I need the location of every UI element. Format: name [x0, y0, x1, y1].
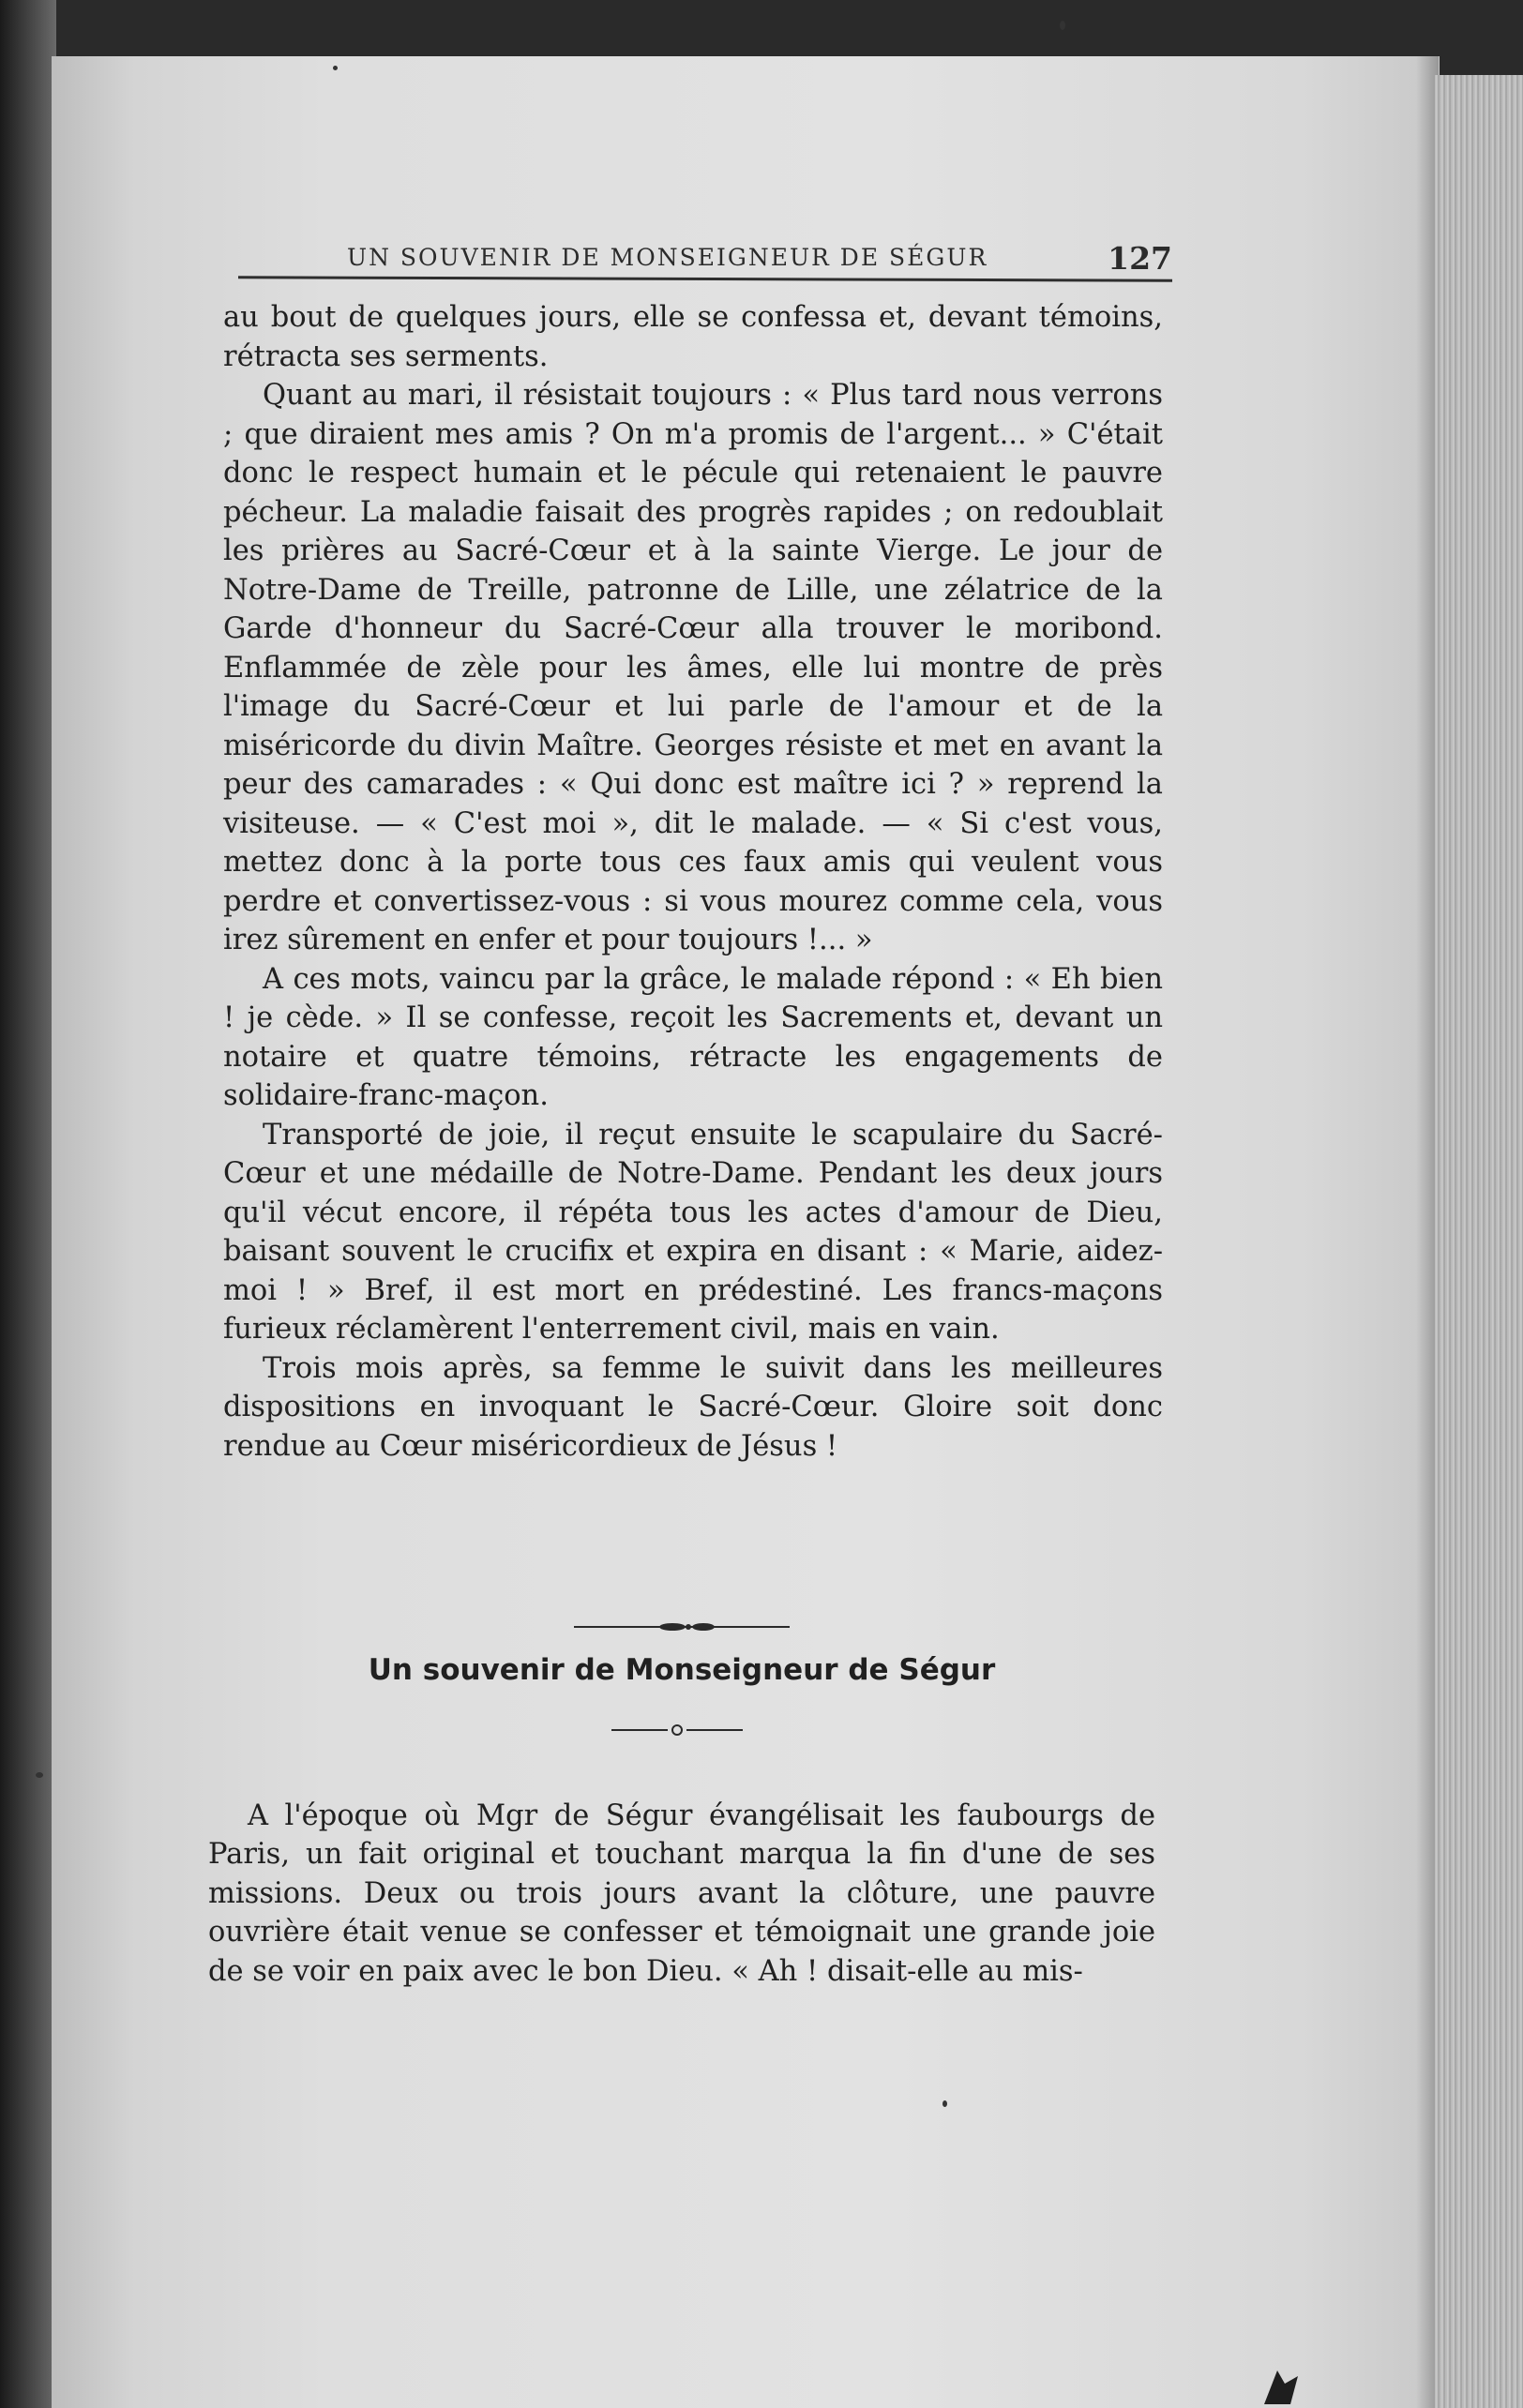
dust-speck	[333, 66, 338, 70]
section-paragraph: A l'époque où Mgr de Ségur évangélisait les faubourgs de Paris, un fait original et touchant marqua la fin d'une de ses missions. Deux ou trois jours avant la clôture, une pauvre ouvrière était venue se confesser et témoignait une grande joie de se voir en paix avec le bon Dieu. « Ah ! disait-elle au mis-	[208, 1798, 1155, 1988]
scan-left-edge	[0, 0, 56, 2408]
dust-speck	[1060, 21, 1065, 30]
paragraph: Quant au mari, il résistait toujours : « Plus tard nous verrons ; que diraient mes amis ? On m'a promis de l'argent... » C'était donc le respect humain et le pécule qui retenaient le pauvre pécheur. La maladie faisait des progrès rapides ; on redoublait les prières au Sacré-Cœur et à la sainte Vierge. Le jour de Notre-Dame de Treille, patronne de Lille, une zélatrice de la Garde d'honneur du Sacré-Cœur alla trouver le moribond. Enflammée de zèle pour les âmes, elle lui montre de près l'image du Sacré-Cœur et lui parle de l'amour et de la miséricorde du divin Maître. Georges résiste et met en avant la peur des camarades : « Qui donc est maître ici ? » reprend la visiteuse. — « C'est moi », dit le malade. — « Si c'est vous, mettez donc à la porte tous ces faux amis qui veulent vous perdre et convertissez-vous : si vous mourez comme cela, vous irez sûrement en enfer et pour toujours !... »	[223, 379, 1163, 956]
dust-speck	[942, 2100, 947, 2107]
small-rule-divider	[611, 1721, 743, 1739]
main-text	[223, 298, 1163, 1466]
ornament-divider	[574, 1618, 790, 1636]
page-stack-edge	[1435, 75, 1523, 2408]
section-title: Un souvenir de Monseigneur de Ségur	[368, 1653, 996, 1687]
paragraph-continuation: au bout de quelques jours, elle se confessa et, devant témoins, rétracta ses serments.	[223, 301, 1163, 373]
paragraph: A ces mots, vaincu par la grâce, le malade répond : « Eh bien ! je cède. » Il se confesse, reçoit les Sacrements et, devant un notaire et quatre témoins, rétracte les engagements de solidaire-franc-maçon.	[223, 962, 1163, 1112]
dust-speck	[36, 1772, 43, 1778]
page-number: 127	[1108, 240, 1172, 277]
corner-mark	[1257, 2363, 1304, 2408]
running-head	[225, 240, 1172, 278]
paragraph: Trois mois après, sa femme le suivit dans les meilleures dispositions en invoquant le Sacré-Cœur. Gloire soit donc rendue au Cœur miséricordieux de Jésus !	[223, 1351, 1163, 1463]
running-title: UN SOUVENIR DE MONSEIGNEUR DE SÉGUR	[347, 244, 988, 271]
paragraph: Transporté de joie, il reçut ensuite le scapulaire du Sacré-Cœur et une médaille de Notre-Dame. Pendant les deux jours qu'il vécut encore, il répéta tous les actes d'amour de Dieu, baisant souvent le crucifix et expira en disant : « Marie, aidez-moi ! » Bref, il est mort en prédestiné. Les francs-maçons furieux réclamèrent l'enterrement civil, mais en vain.	[223, 1118, 1163, 1346]
